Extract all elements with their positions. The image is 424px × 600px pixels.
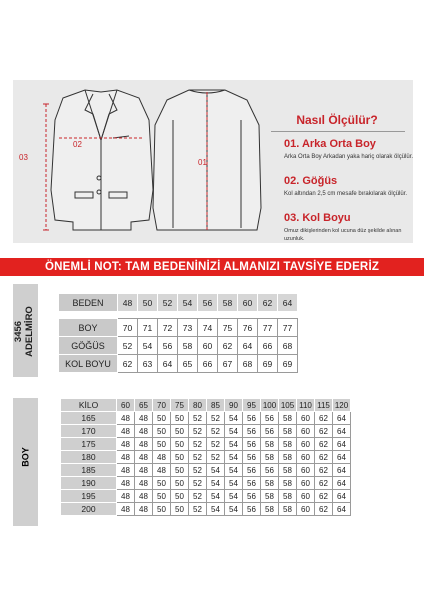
- size-cell: 60: [297, 425, 315, 438]
- size-cell: 54: [225, 490, 243, 503]
- size-cell: 54: [207, 477, 225, 490]
- row-label: KOL BOYU: [59, 355, 118, 373]
- cell: 64: [158, 355, 178, 373]
- size-cell: 50: [153, 490, 171, 503]
- cell: 66: [258, 337, 278, 355]
- size-cell: 50: [171, 490, 189, 503]
- size-cell: 52: [207, 451, 225, 464]
- size-cell: 54: [225, 425, 243, 438]
- size-cell: 54: [225, 412, 243, 425]
- height-label: 165: [61, 412, 117, 425]
- size-cell: 52: [189, 438, 207, 451]
- brand-label: [13, 285, 38, 378]
- size-cell: 54: [225, 503, 243, 516]
- size-cell: 58: [261, 477, 279, 490]
- size-cell: 54: [225, 451, 243, 464]
- size-cell: 48: [135, 490, 153, 503]
- cell: 62: [118, 355, 138, 373]
- cell: 66: [198, 355, 218, 373]
- size-cell: 56: [243, 490, 261, 503]
- size-cell: 48: [117, 464, 135, 477]
- size-cell: 48: [153, 451, 171, 464]
- step-2-title: 02. Göğüs: [284, 175, 338, 187]
- cell: 76: [238, 319, 258, 337]
- size-cell: 48: [135, 451, 153, 464]
- jacket-drawings: [13, 80, 413, 243]
- cell: 73: [178, 319, 198, 337]
- weight-header-cell: 75: [171, 399, 189, 412]
- size-cell: 50: [153, 438, 171, 451]
- measure-mark-03: 03: [19, 153, 28, 162]
- row-label: BOY: [59, 319, 118, 337]
- size-cell: 52: [207, 438, 225, 451]
- height-label: 175: [61, 438, 117, 451]
- size-cell: 60: [297, 503, 315, 516]
- size-cell: 48: [135, 412, 153, 425]
- weight-header-cell: 80: [189, 399, 207, 412]
- size-cell: 50: [153, 477, 171, 490]
- size-cell: 52: [189, 451, 207, 464]
- size-cell: 64: [333, 438, 351, 451]
- cell: 54: [178, 294, 198, 312]
- size-cell: 58: [261, 451, 279, 464]
- cell: 67: [218, 355, 238, 373]
- measurement-illustration: [13, 80, 413, 243]
- cell: 65: [178, 355, 198, 373]
- size-cell: 48: [135, 477, 153, 490]
- size-cell: 64: [333, 412, 351, 425]
- table-row: [61, 412, 351, 425]
- table-row-beden: [59, 294, 298, 312]
- cell: 74: [198, 319, 218, 337]
- size-cell: 52: [189, 464, 207, 477]
- weight-header-cell: 100: [261, 399, 279, 412]
- size-cell: 54: [225, 438, 243, 451]
- size-cell: 50: [171, 464, 189, 477]
- cell: 60: [238, 294, 258, 312]
- size-cell: 50: [153, 503, 171, 516]
- size-cell: 62: [315, 503, 333, 516]
- size-cell: 58: [279, 477, 297, 490]
- size-cell: 54: [225, 477, 243, 490]
- size-cell: 64: [333, 490, 351, 503]
- size-cell: 56: [243, 464, 261, 477]
- weight-header-label: KİLO: [61, 399, 117, 412]
- cell: 63: [138, 355, 158, 373]
- cell: 50: [138, 294, 158, 312]
- table-row: [61, 490, 351, 503]
- size-cell: 48: [117, 503, 135, 516]
- step-1-desc: Arka Orta Boy Arkadan yaka hariç olarak ölçülür.: [284, 154, 414, 160]
- title-divider: [271, 131, 405, 132]
- size-cell: 56: [243, 438, 261, 451]
- weight-header-cell: 120: [333, 399, 351, 412]
- table-row: [61, 477, 351, 490]
- size-cell: 50: [171, 451, 189, 464]
- row-label: BEDEN: [59, 294, 118, 312]
- weight-header-cell: 115: [315, 399, 333, 412]
- height-label: 190: [61, 477, 117, 490]
- size-cell: 56: [243, 477, 261, 490]
- size-cell: 62: [315, 490, 333, 503]
- size-cell: 54: [207, 503, 225, 516]
- cell: 56: [158, 337, 178, 355]
- size-cell: 58: [279, 503, 297, 516]
- weight-header-cell: 105: [279, 399, 297, 412]
- table-row-boy: [59, 319, 298, 337]
- size-cell: 58: [279, 412, 297, 425]
- size-cell: 60: [297, 451, 315, 464]
- height-label: 195: [61, 490, 117, 503]
- step-1-title: 01. Arka Orta Boy: [284, 138, 376, 150]
- important-note-banner: ÖNEMLİ NOT: TAM BEDENİNİZİ ALMANIZI TAVSİYE EDERİZ: [0, 258, 424, 276]
- cell: 77: [258, 319, 278, 337]
- size-cell: 58: [261, 438, 279, 451]
- cell: 71: [138, 319, 158, 337]
- weight-header-cell: 60: [117, 399, 135, 412]
- cell: 69: [278, 355, 298, 373]
- height-label: 180: [61, 451, 117, 464]
- height-side-label: BOY: [20, 447, 31, 467]
- weight-header-cell: 90: [225, 399, 243, 412]
- cell: 54: [138, 337, 158, 355]
- size-cell: 48: [117, 425, 135, 438]
- cell: 58: [178, 337, 198, 355]
- cell: 68: [278, 337, 298, 355]
- table-row: [61, 451, 351, 464]
- height-label: 170: [61, 425, 117, 438]
- size-cell: 50: [153, 412, 171, 425]
- size-cell: 48: [153, 464, 171, 477]
- size-cell: 48: [135, 425, 153, 438]
- brand-code: 3456: [13, 320, 24, 343]
- size-cell: 50: [171, 425, 189, 438]
- table-row: [61, 464, 351, 477]
- step-2-desc: Kol altından 2,5 cm mesafe bırakılarak ölçülür.: [284, 191, 408, 197]
- cell: 60: [198, 337, 218, 355]
- step-3-title: 03. Kol Boyu: [284, 212, 351, 224]
- size-cell: 58: [279, 464, 297, 477]
- table-row: [61, 425, 351, 438]
- size-cell: 48: [117, 490, 135, 503]
- size-cell: 64: [333, 425, 351, 438]
- size-cell: 52: [189, 412, 207, 425]
- size-cell: 64: [333, 464, 351, 477]
- size-cell: 52: [189, 490, 207, 503]
- size-cell: 58: [261, 503, 279, 516]
- height-weight-table: [60, 398, 351, 516]
- cell: 62: [218, 337, 238, 355]
- size-cell: 48: [117, 412, 135, 425]
- size-cell: 58: [279, 425, 297, 438]
- cell: 75: [218, 319, 238, 337]
- table-row-gogus: [59, 337, 298, 355]
- size-cell: 60: [297, 438, 315, 451]
- height-label: 185: [61, 464, 117, 477]
- size-cell: 52: [189, 425, 207, 438]
- size-cell: 54: [207, 464, 225, 477]
- size-cell: 56: [261, 412, 279, 425]
- weight-header-cell: 85: [207, 399, 225, 412]
- row-label: GÖĞÜS: [59, 337, 118, 355]
- size-cell: 50: [171, 477, 189, 490]
- height-label: 200: [61, 503, 117, 516]
- size-cell: 54: [207, 490, 225, 503]
- size-cell: 58: [279, 490, 297, 503]
- size-cell: 62: [315, 464, 333, 477]
- cell: 56: [198, 294, 218, 312]
- cell: 68: [238, 355, 258, 373]
- size-cell: 58: [261, 490, 279, 503]
- size-cell: 48: [135, 464, 153, 477]
- measure-mark-01-back: 01: [198, 158, 207, 167]
- size-cell: 62: [315, 451, 333, 464]
- size-cell: 52: [189, 477, 207, 490]
- cell: 52: [118, 337, 138, 355]
- cell: 64: [278, 294, 298, 312]
- size-cell: 60: [297, 490, 315, 503]
- size-cell: 62: [315, 477, 333, 490]
- size-cell: 48: [135, 503, 153, 516]
- size-cell: 50: [171, 438, 189, 451]
- cell: 69: [258, 355, 278, 373]
- size-cell: 62: [315, 438, 333, 451]
- size-cell: 58: [279, 451, 297, 464]
- size-cell: 54: [225, 464, 243, 477]
- size-cell: 60: [297, 477, 315, 490]
- cell: 70: [118, 319, 138, 337]
- table-row: [61, 438, 351, 451]
- size-cell: 56: [261, 425, 279, 438]
- size-cell: 56: [243, 451, 261, 464]
- cell: 52: [158, 294, 178, 312]
- size-cell: 48: [117, 451, 135, 464]
- brand-name: ADELMİRO: [24, 306, 35, 357]
- size-cell: 48: [117, 438, 135, 451]
- cell: 77: [278, 319, 298, 337]
- size-cell: 50: [171, 503, 189, 516]
- size-cell: 52: [207, 412, 225, 425]
- how-to-measure-title: Nasıl Ölçülür?: [296, 113, 378, 127]
- size-cell: 64: [333, 503, 351, 516]
- cell: 58: [218, 294, 238, 312]
- size-cell: 60: [297, 464, 315, 477]
- size-cell: 48: [117, 477, 135, 490]
- front-jacket-icon: [51, 90, 153, 230]
- size-cell: 62: [315, 425, 333, 438]
- table-row-kol-boyu: [59, 355, 298, 373]
- size-measurements-table: [58, 293, 298, 373]
- size-cell: 60: [297, 412, 315, 425]
- size-cell: 56: [261, 464, 279, 477]
- cell: 48: [118, 294, 138, 312]
- size-cell: 64: [333, 451, 351, 464]
- size-cell: 62: [315, 412, 333, 425]
- size-cell: 50: [153, 425, 171, 438]
- size-cell: 52: [207, 425, 225, 438]
- size-cell: 52: [189, 503, 207, 516]
- weight-header-cell: 95: [243, 399, 261, 412]
- size-cell: 56: [243, 412, 261, 425]
- weight-header-cell: 70: [153, 399, 171, 412]
- size-cell: 50: [171, 412, 189, 425]
- table-row: [61, 503, 351, 516]
- cell: 62: [258, 294, 278, 312]
- weight-header-cell: 110: [297, 399, 315, 412]
- cell: 64: [238, 337, 258, 355]
- measure-mark-02: 02: [73, 140, 82, 149]
- size-cell: 64: [333, 477, 351, 490]
- size-cell: 56: [243, 425, 261, 438]
- step-3-desc: Omuz dikişlerinden kol ucuna düz şekilde alınan uzunluk.: [284, 228, 402, 242]
- cell: 72: [158, 319, 178, 337]
- weight-header-cell: 65: [135, 399, 153, 412]
- weight-header-row: [61, 399, 351, 412]
- size-cell: 58: [279, 438, 297, 451]
- size-cell: 48: [135, 438, 153, 451]
- size-cell: 56: [243, 503, 261, 516]
